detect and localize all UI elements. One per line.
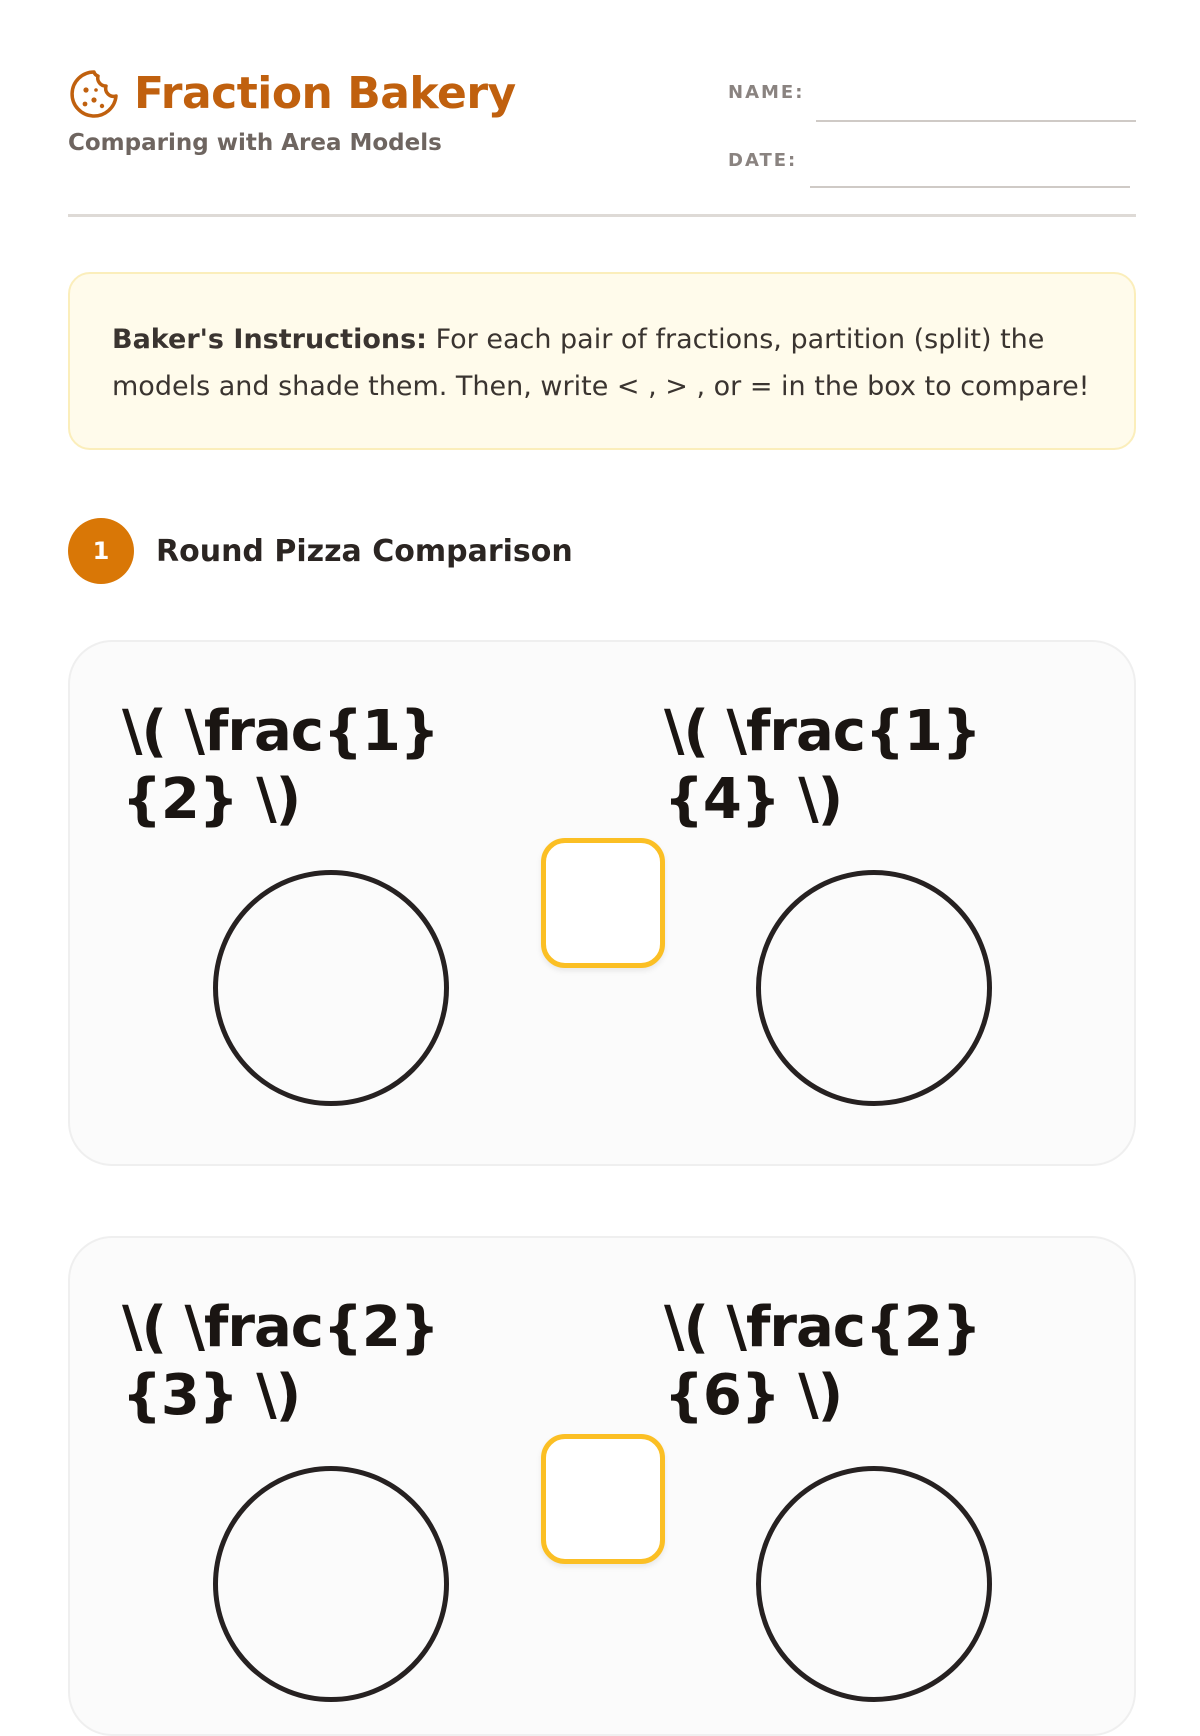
right-fraction: \( \frac{1}{4} \): [664, 699, 981, 832]
name-field[interactable]: [728, 82, 804, 103]
section-number-badge: 1: [68, 518, 134, 584]
worksheet-title: Fraction Bakery: [134, 68, 516, 119]
left-fraction: \( \frac{2}{3} \): [122, 1295, 439, 1428]
right-pizza-circle[interactable]: [756, 870, 992, 1106]
date-line[interactable]: [810, 184, 1130, 188]
left-pizza-circle[interactable]: [213, 1466, 449, 1702]
left-pizza-circle[interactable]: [213, 870, 449, 1106]
cookie-icon: [68, 68, 120, 120]
problem-card: [68, 1236, 1136, 1736]
instructions-lead: Baker's Instructions:: [112, 324, 427, 355]
right-pizza-circle[interactable]: [756, 1466, 992, 1702]
section-heading: [68, 518, 573, 584]
name-line[interactable]: [816, 118, 1136, 122]
section-title: Round Pizza Comparison: [156, 533, 573, 569]
instructions-text: For each pair of fractions, partition (split) the models and shade them. Then, write < , > , or = in the box to compare!: [112, 324, 1090, 402]
date-field[interactable]: [728, 150, 797, 171]
header-divider: [68, 214, 1136, 217]
problem-card: [68, 640, 1136, 1166]
date-label: DATE:: [728, 150, 798, 171]
name-label: NAME:: [728, 82, 805, 103]
right-fraction: \( \frac{2}{6} \): [664, 1295, 981, 1428]
compare-answer-box[interactable]: [541, 1434, 665, 1564]
instructions-box: [68, 272, 1136, 450]
left-fraction: \( \frac{1}{2} \): [122, 699, 439, 832]
brand: [68, 68, 516, 120]
compare-answer-box[interactable]: [541, 838, 665, 968]
worksheet-subtitle: Comparing with Area Models: [68, 130, 442, 156]
